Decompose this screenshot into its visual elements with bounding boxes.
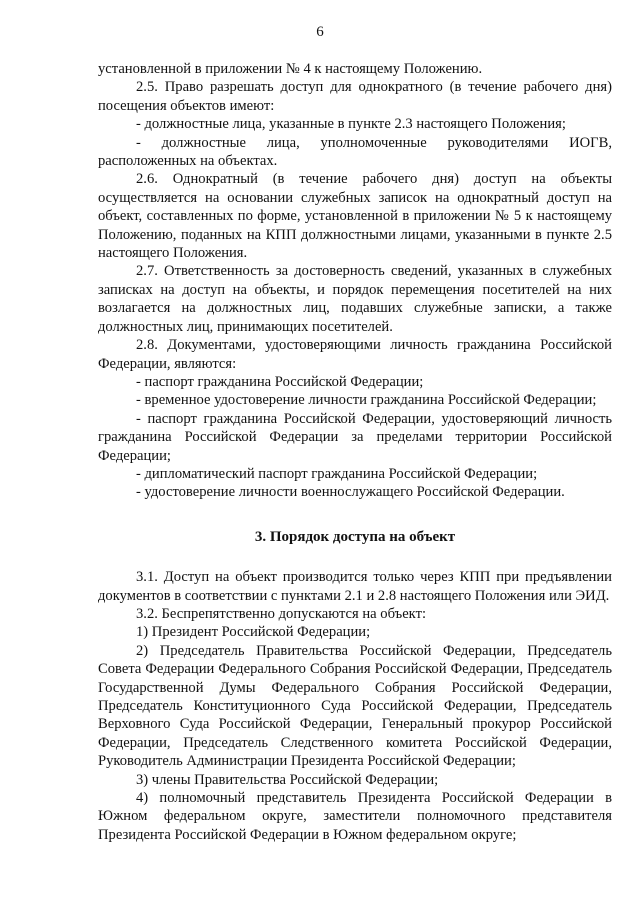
document-body — [98, 60, 612, 844]
paragraph: - дипломатический паспорт гражданина Российской Федерации; — [136, 465, 538, 482]
paragraph: 2) Председатель Правительства Российской Федерации, Председатель Совета Федерации Федерального Собрания Российской Федерации, Председатель Государственной Думы Федерального Собрания Российской Федерации, Председатель Конституционного Суда Российской Федерации, Председатель Верховного Суда Российской Федерации, Генеральный прокурор Российской Федерации, Председатель Следственного комитета Российской Федерации, Руководитель Администрации Президента Российской Федерации; — [98, 642, 612, 770]
page-number: 6 — [316, 24, 324, 40]
paragraph: установленной в приложении № 4 к настоящему Положению. — [98, 61, 483, 77]
paragraph: - временное удостоверение личности гражданина Российской Федерации; — [136, 392, 597, 409]
paragraph: 2.5. Право разрешать доступ для однократного (в течение рабочего дня) посещения объектов имеют: — [98, 79, 612, 114]
paragraph: - паспорт гражданина Российской Федерации; — [136, 373, 424, 390]
paragraph: 2.6. Однократный (в течение рабочего дня) доступ на объекты осуществляется на основании служебных записок на однократный доступ на объект, составленных по форме, установленной в приложении № 5 к настоящему Положению, поданных на КПП должностными лицами, указанными в пункте 2.5 настоящего Положения. — [98, 171, 612, 262]
section-3-body — [98, 568, 612, 844]
paragraph: 3.2. Беспрепятственно допускаются на объект: — [136, 605, 427, 622]
section-heading: 3. Порядок доступа на объект — [254, 528, 456, 545]
paragraph: 3.1. Доступ на объект производится только через КПП при предъявлении документов в соответствии с пунктами 2.1 и 2.8 настоящего Положения или ЭИД. — [98, 569, 612, 604]
paragraph: 2.8. Документами, удостоверяющими личность гражданина Российской Федерации, являются: — [98, 337, 612, 372]
paragraph: - паспорт гражданина Российской Федерации, удостоверяющий личность гражданина Российской Федерации за пределами территории Российской Федерации; — [98, 410, 612, 464]
paragraph: 2.7. Ответственность за достоверность сведений, указанных в служебных записках на доступ на объекты, и порядок перемещения посетителей на них возлагается на должностных лиц, подавших служебные записки, а также должностных лиц, принимающих посетителей. — [98, 263, 612, 335]
paragraph: 4) полномочный представитель Президента Российской Федерации в Южном федеральном округе, заместители полномочного представителя Президента Российской Федерации в Южном федеральном округе; — [98, 790, 612, 843]
paragraph: - должностные лица, уполномоченные руководителями ИОГВ, расположенных на объектах. — [98, 134, 612, 170]
paragraph: 1) Президент Российской Федерации; — [136, 624, 371, 641]
paragraph: 3) члены Правительства Российской Федерации; — [136, 771, 439, 788]
paragraph: - должностные лица, указанные в пункте 2.3 настоящего Положения; — [136, 116, 566, 133]
section-2-continuation — [98, 60, 612, 502]
paragraph: - удостоверение личности военнослужащего Российской Федерации. — [136, 484, 565, 501]
